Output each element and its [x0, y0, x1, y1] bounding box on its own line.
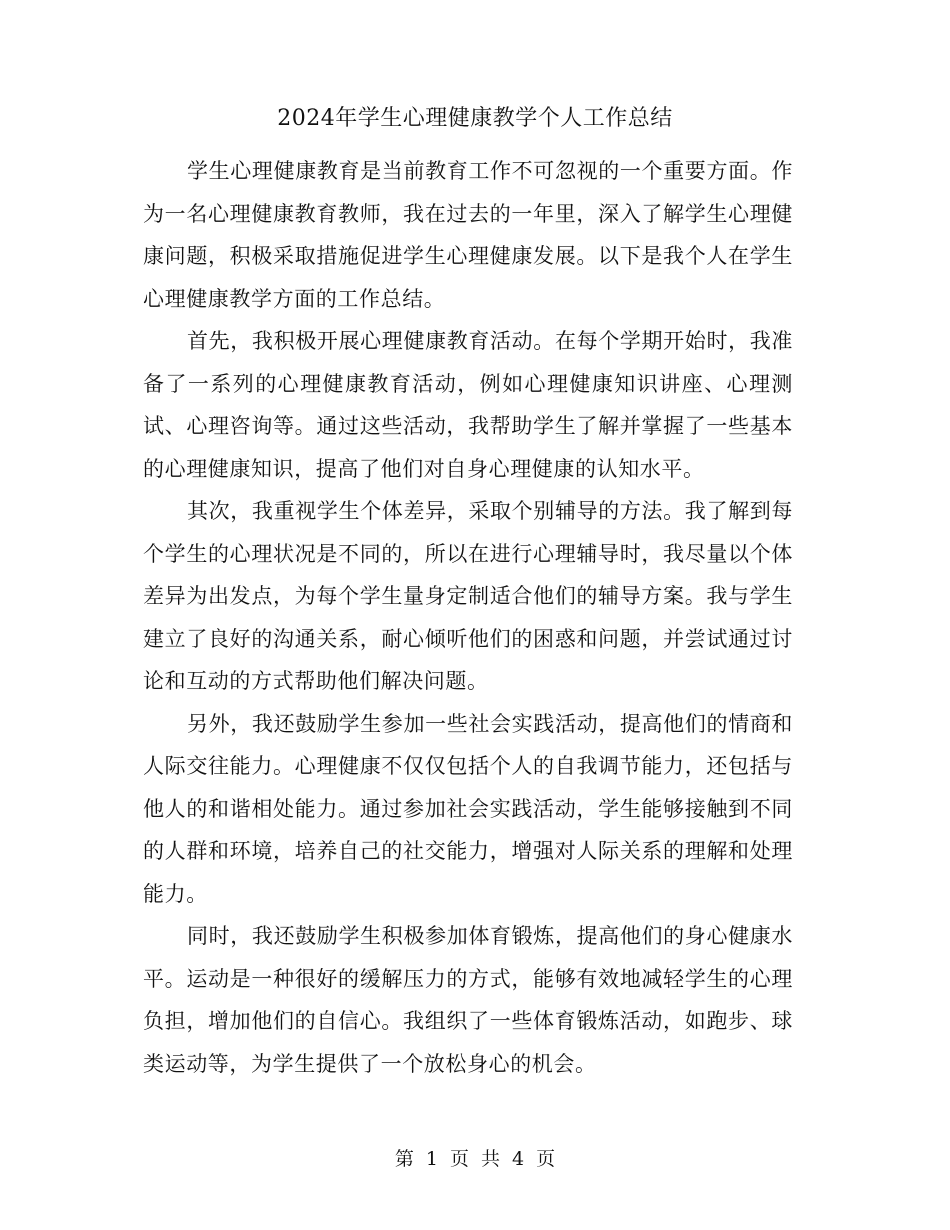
page-number-footer: 第 1 页 共 4 页 — [394, 1148, 556, 1170]
paragraph-intro: 学生心理健康教育是当前教育工作不可忽视的一个重要方面。作为一名心理健康教育教师，我在过去的一年里，深入了解学生心理健康问题，积极采取措施促进学生心理健康发展。以下是我个人在学生心理健康教学方面的工作总结。 — [143, 159, 793, 311]
paragraph-social-practice: 另外，我还鼓励学生参加一些社会实践活动，提高他们的情商和人际交往能力。心理健康不仅仅包括个人的自我调节能力，还包括与他人的和谐相处能力。通过参加社会实践活动，学生能够接触到不同的人群和环境，培养自己的社交能力，增强对人际关系的理解和处理能力。 — [143, 711, 793, 906]
document-title: 2024年学生心理健康教学个人工作总结 — [277, 106, 673, 131]
document-body — [143, 150, 793, 1085]
paragraph-physical-exercise: 同时，我还鼓励学生积极参加体育锻炼，提高他们的身心健康水平。运动是一种很好的缓解压力的方式，能够有效地减轻学生的心理负担，增加他们的自信心。我组织了一些体育锻炼活动，如跑步、球类运动等，为学生提供了一个放松身心的机会。 — [143, 924, 793, 1076]
paragraph-activities: 首先，我积极开展心理健康教育活动。在每个学期开始时，我准备了一系列的心理健康教育活动，例如心理健康知识讲座、心理测试、心理咨询等。通过这些活动，我帮助学生了解并掌握了一些基本的心理健康知识，提高了他们对自身心理健康的认知水平。 — [143, 329, 793, 481]
paragraph-individual-counseling: 其次，我重视学生个体差异，采取个别辅导的方法。我了解到每个学生的心理状况是不同的，所以在进行心理辅导时，我尽量以个体差异为出发点，为每个学生量身定制适合他们的辅导方案。我与学生建立了良好的沟通关系，耐心倾听他们的困惑和问题，并尝试通过讨论和互动的方式帮助他们解决问题。 — [143, 499, 793, 693]
